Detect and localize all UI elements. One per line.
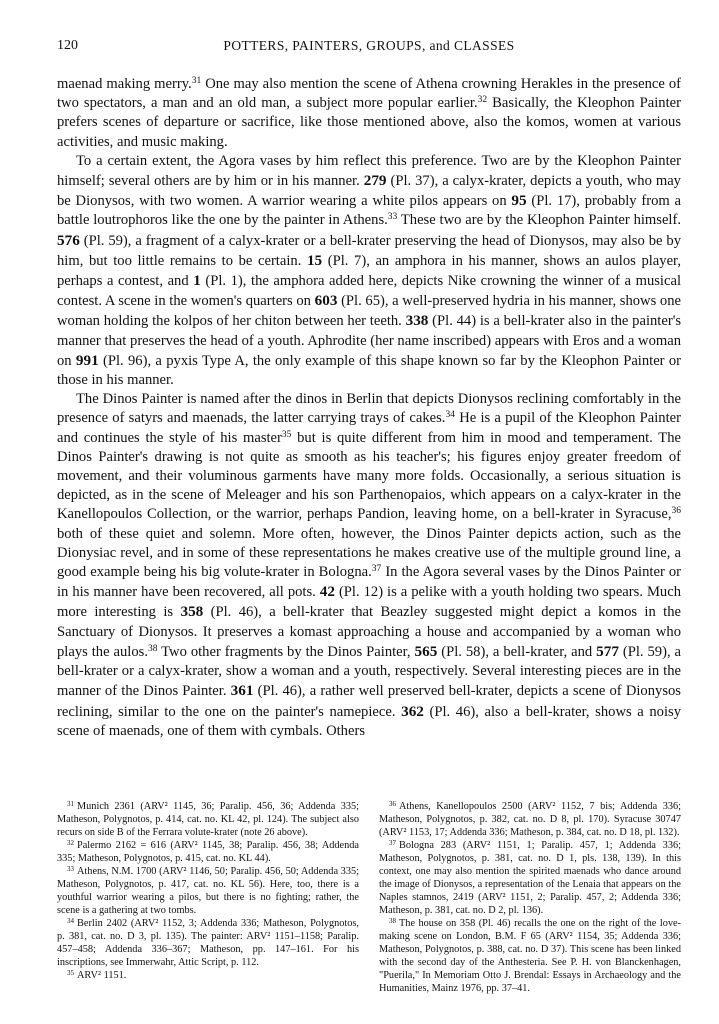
footnote: $^{36}$ Athens, Kanellopoulos 2500 (ARV² 1152, 7 bis; Addenda 336; Matheson, Polygnotos, p. 382, cat. no. D 8, pl. 170). Syracuse 30747 (ARV² 1153, 17; Addenda 336; Matheson, p. 384, cat. no. D 18, pl. 132). xyxy=(379,800,681,838)
page-number: 120 xyxy=(57,38,78,53)
footnote: $^{38}$ The house on 358 (Pl. 46) recalls the one on the right of the love-making scene on London, B.M. F 65 (ARV² 1154, 35; Addenda 336; Matheson, Polygnotos, p. 388, cat. no. D 37). This scene has been linked with the second day of the Anthesteria. See P. H. von Blanckenhagen, "Puerila," In Memoriam Otto J. Brendal: Essays in Archaeology and the Humanities, Mainz 1976, pp. 37–41. xyxy=(379,917,681,994)
footnote: $^{32}$ Palermo 2162 = 616 (ARV² 1145, 38; Paralip. 456, 38; Addenda 335; Matheson, Polygnotos, p. 415, cat. no. KL 44). xyxy=(57,839,359,864)
footnote: $^{37}$ Bologna 283 (ARV² 1151, 1; Paralip. 457, 1; Addenda 336; Matheson, Polygnotos, p. 381, cat. no. D 1, pls. 138, 139). In this context, one may also mention the spirited maenads who dance around the image of Dionysos, a representation of the Lenaia that appears on the Naples stamnos, 2419 (ARV² 1151, 2; Paralip. 457, 2; Addenda 336; Matheson, p. 381, cat. no. D 2, pl. 136). xyxy=(379,839,681,916)
running-header xyxy=(57,38,681,58)
footnote: $^{34}$ Berlin 2402 (ARV² 1152, 3; Addenda 336; Matheson, Polygnotos, p. 381, cat. no. D 3, pl. 135). The painter: ARV² 1151–1158; Paralip. 457–458; Addenda 336–367; Matheson, pp. 147–161. For his inscriptions, see Immerwahr, Attic Script, p. 112. xyxy=(57,917,359,968)
footnote: $^{31}$ Munich 2361 (ARV² 1145, 36; Paralip. 456, 36; Addenda 335; Matheson, Polygnotos, p. 414, cat. no. KL 42, pl. 124). The subject also recurs on side B of the Ferrara volute-krater (note 26 above). xyxy=(57,800,359,838)
footnote: $^{33}$ Athens, N.M. 1700 (ARV² 1146, 50; Paralip. 456, 50; Addenda 335; Matheson, Polygnotos, p. 417, cat. no. KL 56). Here, too, there is a youthful warrior wearing a pilos, but there is no fighting; rather, the scene is a gathering at two tombs. xyxy=(57,865,359,916)
footnote: $^{35}$ ARV² 1151. xyxy=(67,969,127,981)
body-text xyxy=(57,75,681,741)
running-title: POTTERS, PAINTERS, GROUPS, and CLASSES xyxy=(223,38,515,53)
footnotes xyxy=(57,800,681,995)
paragraph-3: The Dinos Painter is named after the dinos in Berlin that depicts Dionysos reclining comfortably in the presence of satyrs and maenads, the latter carrying trays of cakes.$^{34}$ He is a pupil of the Kleophon Painter and continues the style of his master$^{35}$ but is quite different from him in mood and temperament. The Dinos Painter's drawing is not quite as smooth as his teacher's; his figures enjoy greater freedom of movement, and their voluminous garments have many more folds. Occasionally, a serious situation is depicted, as in the scene of Meleager and his son Parthenopaios, which appears on a calyx-krater in the Kanellopoulos Collection, or the warrior, perhaps Pandion, leaving home, on a bell-krater in Syracuse,$^{36}$ both of these quiet and solemn. More often, however, the Dinos Painter depicts action, such as the Dionysiac revel, and in some of these representations he makes creative use of the multiple ground line, a good example being his big volute-krater in Bologna.$^{37}$ In the Agora several vases by the Dinos Painter or in his manner have been recovered, all pots. 42 (Pl. 12) is a pelike with a youth holding two spears. Much more interesting is 358 (Pl. 46), a bell-krater that Beazley suggested might depict a komos in the Sanctuary of Dionysos. It preserves a komast approaching a house and accompanied by a woman who plays the aulos.$^{38}$ Two other fragments by the Dinos Painter, 565 (Pl. 58), a bell-krater, and 577 (Pl. 59), a bell-krater or a calyx-krater, show a woman and a youth, respectively. Several interesting pieces are in the manner of the Dinos Painter. 361 (Pl. 46), a rather well preserved bell-krater, depicts a scene of Dionysos reclining, similar to the one on the painter's namepiece. 362 (Pl. 46), also a bell-krater, shows a noisy scene of maenads, one of them with cymbals. Others xyxy=(57,391,682,739)
paragraph-1: maenad making merry.$^{31}$ One may also mention the scene of Athena crowning Herakles in the presence of two spectators, a man and an old man, a subject more popular earlier.$^{32}$ Basically, the Kleophon Painter prefers scenes of departure or sacrifice, like those mentioned above, also the komos, women at various activities, and music making. xyxy=(57,76,682,150)
paragraph-2: To a certain extent, the Agora vases by him reflect this preference. Two are by the Kleophon Painter himself; several others are by him or in his manner. 279 (Pl. 37), a calyx-krater, depicts a youth, who may be Dionysos, with two women. A warrior wearing a white pilos appears on 95 (Pl. 17), probably from a battle loutrophoros like the one by the painter in Athens.$^{33}$ These two are by the Kleophon Painter himself. 576 (Pl. 59), a fragment of a calyx-krater or a bell-krater preserving the head of Dionysos, may also be by him, but too little remains to be certain. 15 (Pl. 7), an amphora in his manner, shows an aulos player, perhaps a contest, and 1 (Pl. 1), the amphora added here, depicts Nike crowning the winner of a musical contest. A scene in the women's quarters on 603 (Pl. 65), a well-preserved hydria in his manner, shows one woman holding the kolpos of her chiton between her teeth. 338 (Pl. 44) is a bell-krater also in the painter's manner that preserves the head of a youth. Aphrodite (her name inscribed) appears with Eros and a woman on 991 (Pl. 96), a pyxis Type A, the only example of this shape known so far by the Kleophon Painter or those in his manner. xyxy=(57,152,682,389)
